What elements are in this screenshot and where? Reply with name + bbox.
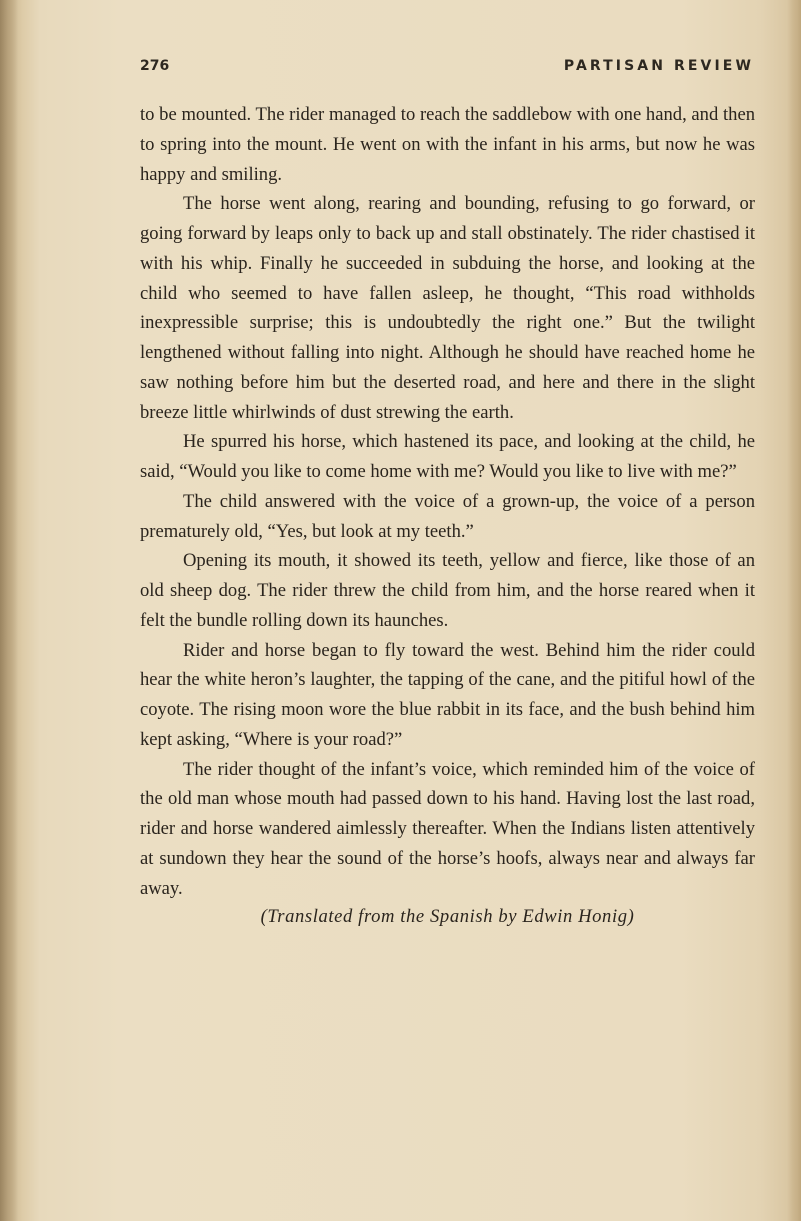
page-spine-shadow [0,0,18,1221]
paragraph: Opening its mouth, it showed its teeth, yellow and fierce, like those of an old sheep dog. The rider threw the child from him, and the horse reared when it felt the bundle rolling down its haunches. [140,550,755,631]
body-text [140,100,755,903]
translation-credit: (Translated from the Spanish by Edwin Honig) [260,906,635,927]
paragraph: The child answered with the voice of a grown-up, the voice of a person prematurely old, “Yes, but look at my teeth.” [140,490,755,542]
page-header [140,58,754,82]
paragraph: to be mounted. The rider managed to reach the saddlebow with one hand, and then to spring into the mount. He went on with the infant in his arms, but now he was happy and smiling. [140,104,755,185]
paragraph: He spurred his horse, which hastened its pace, and looking at the child, he said, “Would you like to come home with me? Would you like to live with me?” [140,431,755,482]
page-edge-shadow [787,0,801,1221]
paragraph: The rider thought of the infant’s voice, which reminded him of the voice of the old man whose mouth had passed down to his hand. Having lost the last road, rider and horse wandered aimlessly thereafter. When the Indians listen attentively at sundown they hear the sound of the horse’s hoofs, always near and always far away. [140,758,755,899]
running-head: PARTISAN REVIEW [563,58,754,74]
paragraph: The horse went along, rearing and bounding, refusing to go forward, or going forward by leaps only to back up and stall obstinately. The rider chastised it with his whip. Finally he succeeded in subduing the horse, and looking at the child who seemed to have fallen asleep, he thought, “This road withholds inexpressible surprise; this is undoubtedly the right one.” But the twilight lengthened without falling into night. Although he should have reached home he saw nothing before him but the deserted road, and here and there in the slight breeze little whirlwinds of dust strewing the earth. [140,193,755,423]
page-number: 276 [140,58,170,74]
paragraph: Rider and horse began to fly toward the west. Behind him the rider could hear the white heron’s laughter, the tapping of the cane, and the pitiful howl of the coyote. The rising moon wore the blue rabbit in its face, and the bush behind him kept asking, “Where is your road?” [140,639,755,750]
